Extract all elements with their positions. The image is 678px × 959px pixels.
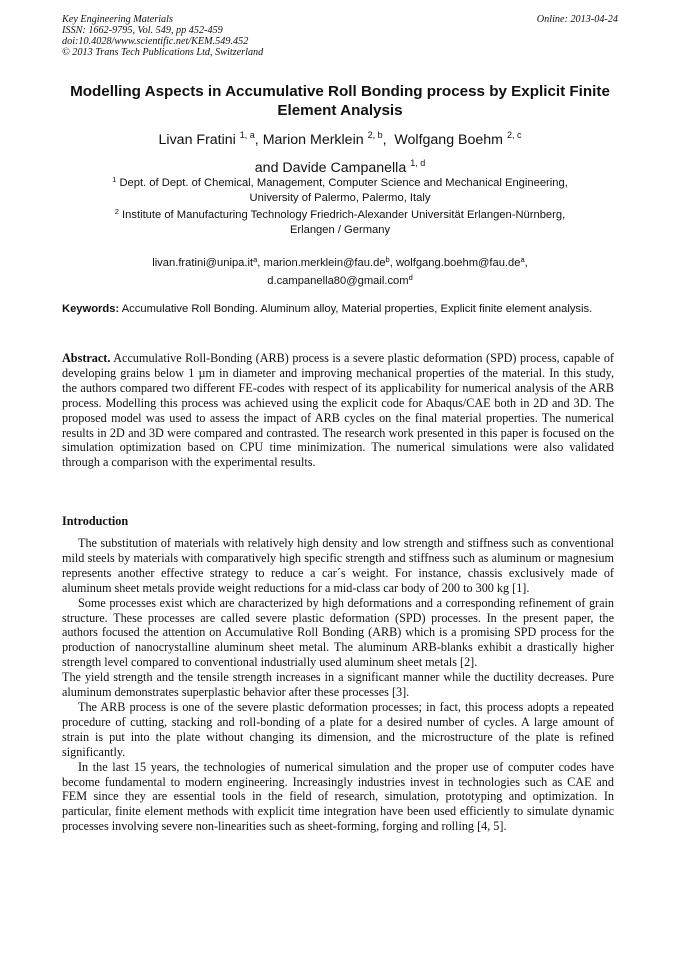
author-line-1: Livan Fratini $^{1, a}$, Marion Merklein $^{2, b}$, Wolfgang Boehm $^{2, c}$ xyxy=(158,130,522,148)
author-affil-sup: 2, c xyxy=(506,130,522,140)
affiliation-2-line2: Erlangen / Germany xyxy=(289,224,391,237)
email-link[interactable]: livan.fratini@unipa.it xyxy=(152,257,254,269)
section-heading-introduction: Introduction xyxy=(62,514,129,528)
journal-copyright: © 2013 Trans Tech Publications Ltd, Switzerland xyxy=(62,47,264,58)
paragraph: Some processes exist which are characterized by high deformations and a corresponding refinement of grain structure. These processes are called severe plastic deformation (SPD) processes. In the present paper, the authors focused the attention on Accumulative Roll Bonding (ARB) which is a promising SPD process for the production of nanocrystalline aluminum sheet metal. The aluminum ARB-blanks exhibit a drastically higher strength level compared to conventional industrially used aluminum sheet metals [2]. xyxy=(62,595,614,670)
paragraph: The yield strength and the tensile strength increases in a significant manner while the ductility decreases. Pure aluminum demonstrates superplastic behavior after these processes [3]. xyxy=(62,670,614,700)
paragraph: The ARB process is one of the severe plastic deformation processes; in fact, this process adopts a repeated procedure of cutting, stacking and roll-bonding of a plate for a desired number of cycles. A large amount of strain is put into the plate without changing its dimension, and the microstructure of the plate is refined significantly. xyxy=(62,699,614,759)
email-sup: d xyxy=(408,272,413,282)
email-list xyxy=(62,253,618,288)
paragraph: The substitution of materials with relatively high density and low strength and stiffness such as conventional mild steels by materials with comparatively high specific strength and stiffness such as aluminum or magnesium represents another effective strategy to reduce a car´s weight. For instance, chassis exclusively made of aluminum sheet metals provide weight reductions for a mid-class car body of 200 to 300 kg [1]. xyxy=(62,536,614,595)
affil-text: Institute of Manufacturing Technology Friedrich-Alexander Universität Erlangen-Nürnberg, xyxy=(122,209,566,222)
journal-name: Key Engineering Materials xyxy=(62,14,173,25)
email-sup: a xyxy=(253,255,258,264)
abstract-text: Accumulative Roll-Bonding (ARB) process is a severe plastic deformation (SPD) process, capable of developing grains below 1 µm in diameter and improving mechanical properties of the material. In this study, the authors compared two different FE-codes with respect of its applicability for numerical analysis of the ARB process. Modelling this process was achieved using the explicit code for Abaqus/CAE both in 2D and 3D. The proposed model was used to assess the impact of ARB cycles on the final material properties. The numerical results in 2D and 3D were compared and contrasted. The research work presented in this paper is focused on the simulation optimization based on CPU time minimization. The numerical simulations were also validated through a comparison with the experimental results. xyxy=(62,351,614,470)
email-line-1: $livan.fratini@unipa.it^a$, $marion.merklein@fau.de^b$, $wolfgang.boehm@fau.de^a$, xyxy=(152,255,528,269)
abstract-section xyxy=(62,351,614,470)
online-date: Online: 2013-04-24 xyxy=(536,14,618,25)
email-sup: a xyxy=(520,255,525,264)
author-name: Marion Merklein xyxy=(262,132,364,148)
email-sup: b xyxy=(385,255,390,264)
author-list xyxy=(62,124,618,180)
paragraph: In the last 15 years, the technologies of numerical simulation and the proper use of computer codes have become fundamental to modern engineering. Increasingly industries invest in technologies such as CAE and FEM since they are essential tools in the field of research, simulation, prototyping and optimization. In particular, finite element methods with explicit time integration have been used efficiently to simulate dynamic processes involving severe non-linearities such as sheet-forming, forging and rolling [4, 5]. xyxy=(62,759,614,834)
paper-title: Modelling Aspects in Accumulative Roll Bonding process by Explicit Finite Element Analysis xyxy=(70,83,610,119)
journal-doi[interactable]: doi:10.4028/www.scientific.net/KEM.549.452 xyxy=(62,36,249,47)
author-affil-sup: 1, d xyxy=(410,158,426,168)
affiliation-2 xyxy=(62,205,618,223)
affil-text: Dept. of Dept. of Chemical, Management, Computer Science and Mechanical Engineering, xyxy=(119,177,568,189)
affiliation-1 xyxy=(62,173,618,191)
introduction-body xyxy=(62,536,614,834)
affiliation-1-line2: University of Palermo, Palermo, Italy xyxy=(249,191,431,204)
abstract-label: Abstract. xyxy=(62,351,111,365)
keywords-text: Accumulative Roll Bonding. Aluminum alloy, Material properties, Explicit finite element analysis. xyxy=(121,303,593,315)
affil-sup: 2 xyxy=(114,207,119,217)
email-link[interactable]: d.campanella80@gmail.com xyxy=(267,274,409,287)
author-name: Wolfgang Boehm xyxy=(394,132,503,148)
journal-header xyxy=(62,14,618,58)
author-name: Livan Fratini xyxy=(158,132,236,148)
keywords-label: Keywords: xyxy=(62,303,120,315)
journal-issn: ISSN: 1662-9795, Vol. 549, pp 452-459 xyxy=(62,25,223,36)
affiliation-list xyxy=(62,173,618,238)
author-affil-sup: 2, b xyxy=(367,130,383,140)
email-link[interactable]: wolfgang.boehm@fau.de xyxy=(395,257,521,269)
author-name: and Davide Campanella xyxy=(254,160,407,176)
keywords-section xyxy=(62,302,614,317)
email-line-2 xyxy=(62,271,618,289)
affil-sup: 1 xyxy=(112,175,117,184)
author-affil-sup: 1, a xyxy=(239,130,255,140)
email-link[interactable]: marion.merklein@fau.de xyxy=(263,257,386,269)
